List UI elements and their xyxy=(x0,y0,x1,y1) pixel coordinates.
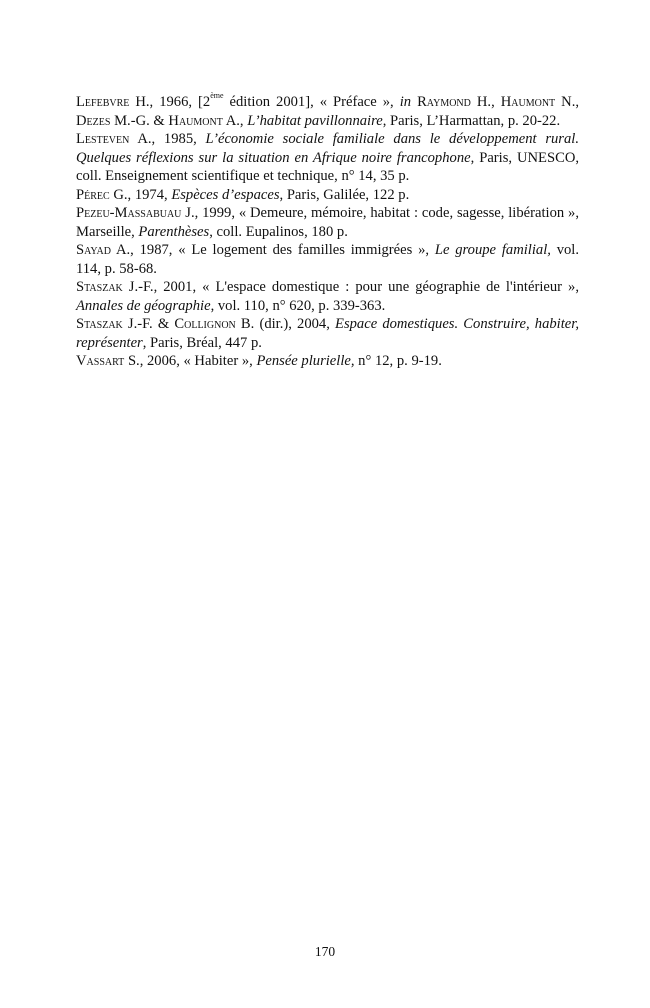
entry-text: , Paris, UNESCO, coll. Enseignement scientifique et technique, n° 14, 35 p. xyxy=(76,149,580,184)
author-name: Lefebvre xyxy=(76,94,130,110)
title-text: Parenthèses xyxy=(138,223,210,240)
entry-text: A., xyxy=(222,112,248,129)
entry-text: J.-F., 2001, « L'espace domestique : pour une géographie de l'intérieur », xyxy=(122,279,579,295)
title-text: Le groupe familial, xyxy=(434,242,551,258)
author-name: Lesteven xyxy=(76,131,130,147)
superscript-text: ème xyxy=(210,91,224,101)
title-text: in xyxy=(399,94,412,110)
entry-text: , Paris, Bréal, 447 p. xyxy=(142,334,262,351)
bibliography-entry xyxy=(76,130,579,186)
bibliography-entry xyxy=(76,352,579,371)
entry-text: J.-F. & xyxy=(122,316,175,332)
entry-text: J., 1999, « Demeure, mémoire, habitat : code, sagesse, libération », Marseille, xyxy=(76,205,579,240)
author-name: Collignon xyxy=(174,316,236,332)
entry-text: édition 2001], « Préface », xyxy=(223,94,400,110)
entry-text: A., 1987, « Le logement des familles immigrées », xyxy=(110,242,435,258)
entry-text: N., xyxy=(555,94,579,110)
entry-text: H., xyxy=(470,94,501,110)
entry-text: , Paris, Galilée, 122 p. xyxy=(279,186,410,203)
title-text: Espace domestiques. Construire, habiter, représenter xyxy=(76,316,579,351)
author-name: Haumont xyxy=(500,94,556,110)
entry-text: , Paris, L’Harmattan, p. 20-22. xyxy=(382,112,561,129)
author-name: Pezeu-Massabuau xyxy=(76,205,182,221)
bibliography-entry xyxy=(76,241,579,278)
title-text: Pensée plurielle, xyxy=(256,353,355,369)
author-name: Raymond xyxy=(417,94,471,110)
entry-text: S., 2006, « Habiter », xyxy=(124,353,257,369)
entry-text: H., 1966, [2 xyxy=(129,94,211,110)
entry-text: G., 1974, xyxy=(109,186,172,203)
author-name: Staszak xyxy=(76,316,123,332)
author-name: Pérec xyxy=(76,186,110,203)
bibliography-entry xyxy=(76,93,579,130)
bibliography-entry xyxy=(76,204,579,241)
title-text: L’économie sociale familiale dans le développement rural. Quelques réflexions sur la situation en Afrique noire francophone xyxy=(76,131,579,166)
entry-text: , vol. 110, n° 620, p. 339-363. xyxy=(210,297,386,314)
title-text: Espèces d’espaces xyxy=(171,186,280,203)
entry-text: vol. 114, p. 58-68. xyxy=(76,242,580,277)
author-name: Haumont xyxy=(168,112,223,129)
page-number: 170 xyxy=(314,944,336,959)
author-name: Dezes xyxy=(76,112,111,129)
bibliography-entry xyxy=(76,278,579,315)
author-name: Vassart xyxy=(76,353,125,369)
entry-text: M.-G. & xyxy=(110,112,169,129)
bibliography-list xyxy=(76,93,579,371)
author-name: Sayad xyxy=(76,242,111,258)
title-text: Annales de géographie xyxy=(76,297,211,314)
entry-text: A., 1985, xyxy=(129,131,206,147)
title-text: L’habitat pavillonnaire xyxy=(247,112,383,129)
bibliography-entry xyxy=(76,315,579,352)
entry-text: , coll. Eupalinos, 180 p. xyxy=(209,223,348,240)
author-name: Staszak xyxy=(76,279,123,295)
entry-text: n° 12, p. 9-19. xyxy=(354,353,442,369)
entry-text: B. (dir.), 2004, xyxy=(235,316,336,332)
bibliography-entry xyxy=(76,186,579,205)
